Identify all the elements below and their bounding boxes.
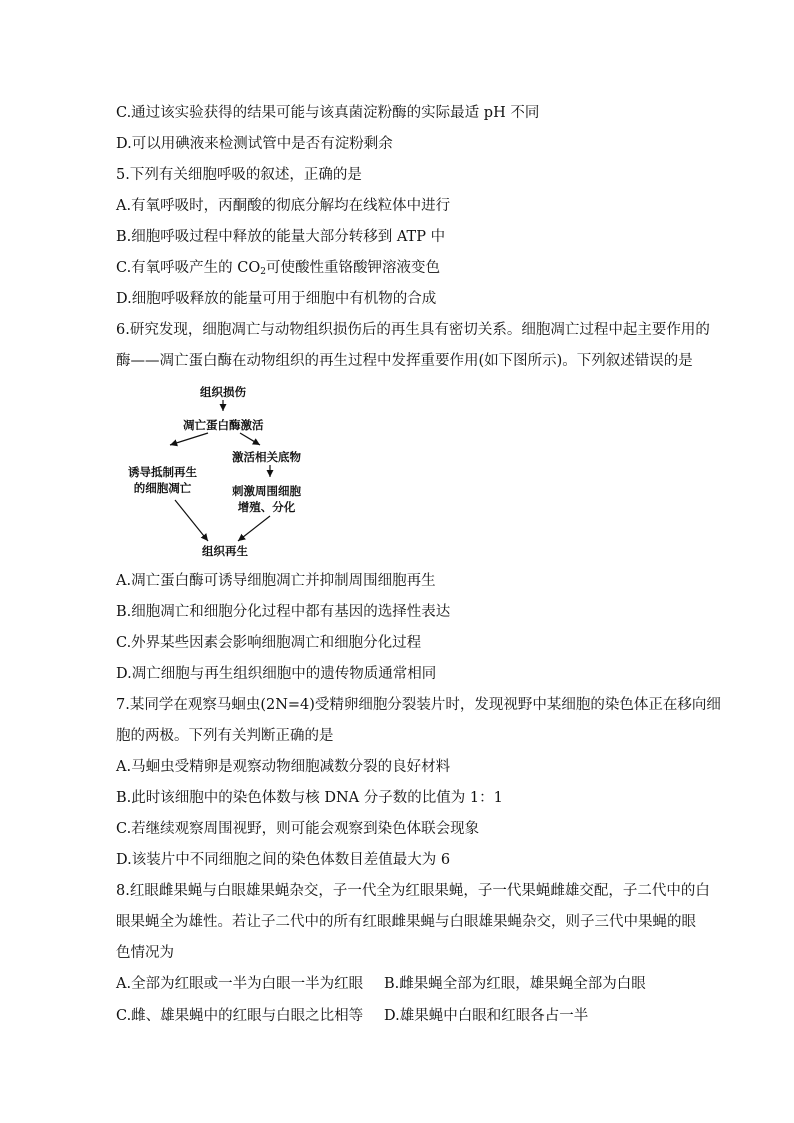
option: A.马蛔虫受精卵是观察动物细胞减数分裂的良好材料 xyxy=(116,759,451,775)
option: C.雌、雄果蝇中的红眼与白眼之比相等 xyxy=(116,1008,364,1024)
question-8-cont: 色情况为 xyxy=(116,945,174,961)
question-7: 7.某同学在观察马蛔虫(2N=4)受精卵细胞分裂装片时，发现视野中某细胞的染色体正在移向细 xyxy=(116,697,721,713)
arrow xyxy=(240,433,260,445)
arrow xyxy=(238,516,270,541)
option: D.细胞呼吸释放的能量可用于细胞中有机物的合成 xyxy=(116,291,437,307)
option: D.雄果蝇中白眼和红眼各占一半 xyxy=(384,1008,589,1024)
text-line: D.可以用碘液来检测试管中是否有淀粉剩余 xyxy=(116,136,393,152)
node-tissue-regeneration: 组织再生 xyxy=(202,544,248,558)
option: C.若继续观察周围视野，则可能会观察到染色体联会现象 xyxy=(116,821,480,837)
arrow xyxy=(170,433,208,445)
arrow xyxy=(175,500,208,541)
option: D.该装片中不同细胞之间的染色体数目差值最大为 6 xyxy=(116,852,451,868)
question-7-cont: 胞的两极。下列有关判断正确的是 xyxy=(116,728,334,744)
option: D.凋亡细胞与再生组织细胞中的遗传物质通常相同 xyxy=(116,666,437,682)
option-text: 可使酸性重铬酸钾溶液变色 xyxy=(266,260,441,276)
apoptosis-regeneration-diagram xyxy=(120,383,350,563)
question-6-cont: 酶——凋亡蛋白酶在动物组织的再生过程中发挥重要作用(如下图所示)。下列叙述错误的是 xyxy=(116,353,693,369)
node-caspase-activation: 凋亡蛋白酶激活 xyxy=(183,418,264,432)
option-text: C.有氧呼吸产生的 CO xyxy=(116,260,261,276)
node-line: 增殖、分化 xyxy=(237,500,296,514)
question-6: 6.研究发现，细胞凋亡与动物组织损伤后的再生具有密切关系。细胞凋亡过程中起主要作用的 xyxy=(116,322,710,338)
option: B.雌果蝇全部为红眼，雄果蝇全部为白眼 xyxy=(384,976,646,992)
question-8-cont: 眼果蝇全为雄性。若让子二代中的所有红眼雌果蝇与白眼雄果蝇杂交，则子三代中果蝇的眼 xyxy=(116,914,696,930)
question-8: 8.红眼雌果蝇与白眼雄果蝇杂交，子一代全为红眼果蝇，子一代果蝇雌雄交配，子二代中的白 xyxy=(116,883,710,899)
option: C.外界某些因素会影响细胞凋亡和细胞分化过程 xyxy=(116,635,422,651)
node-line: 诱导抵制再生 xyxy=(128,465,197,479)
option: A.凋亡蛋白酶可诱导细胞凋亡并抑制周围细胞再生 xyxy=(116,573,436,589)
node-line: 的细胞凋亡 xyxy=(133,481,192,495)
option: B.细胞呼吸过程中释放的能量大部分转移到 ATP 中 xyxy=(116,229,446,245)
option: A.全部为红眼或一半为白眼一半为红眼 xyxy=(116,976,364,992)
question-5: 5.下列有关细胞呼吸的叙述，正确的是 xyxy=(116,167,362,183)
option xyxy=(116,258,440,282)
option: A.有氧呼吸时，丙酮酸的彻底分解均在线粒体中进行 xyxy=(116,198,451,214)
node-activate-substrates: 激活相关底物 xyxy=(232,450,301,464)
node-tissue-damage: 组织损伤 xyxy=(200,385,246,399)
node-induce-apoptosis xyxy=(128,464,197,496)
node-line: 刺激周围细胞 xyxy=(232,484,301,498)
text-line: C.通过该实验获得的结果可能与该真菌淀粉酶的实际最适 pH 不同 xyxy=(116,105,540,121)
option: B.此时该细胞中的染色体数与核 DNA 分子数的比值为 1：1 xyxy=(116,790,503,806)
node-stimulate-cells xyxy=(232,483,301,515)
subscript: 2 xyxy=(260,267,267,277)
option: B.细胞凋亡和细胞分化过程中都有基因的选择性表达 xyxy=(116,604,451,620)
